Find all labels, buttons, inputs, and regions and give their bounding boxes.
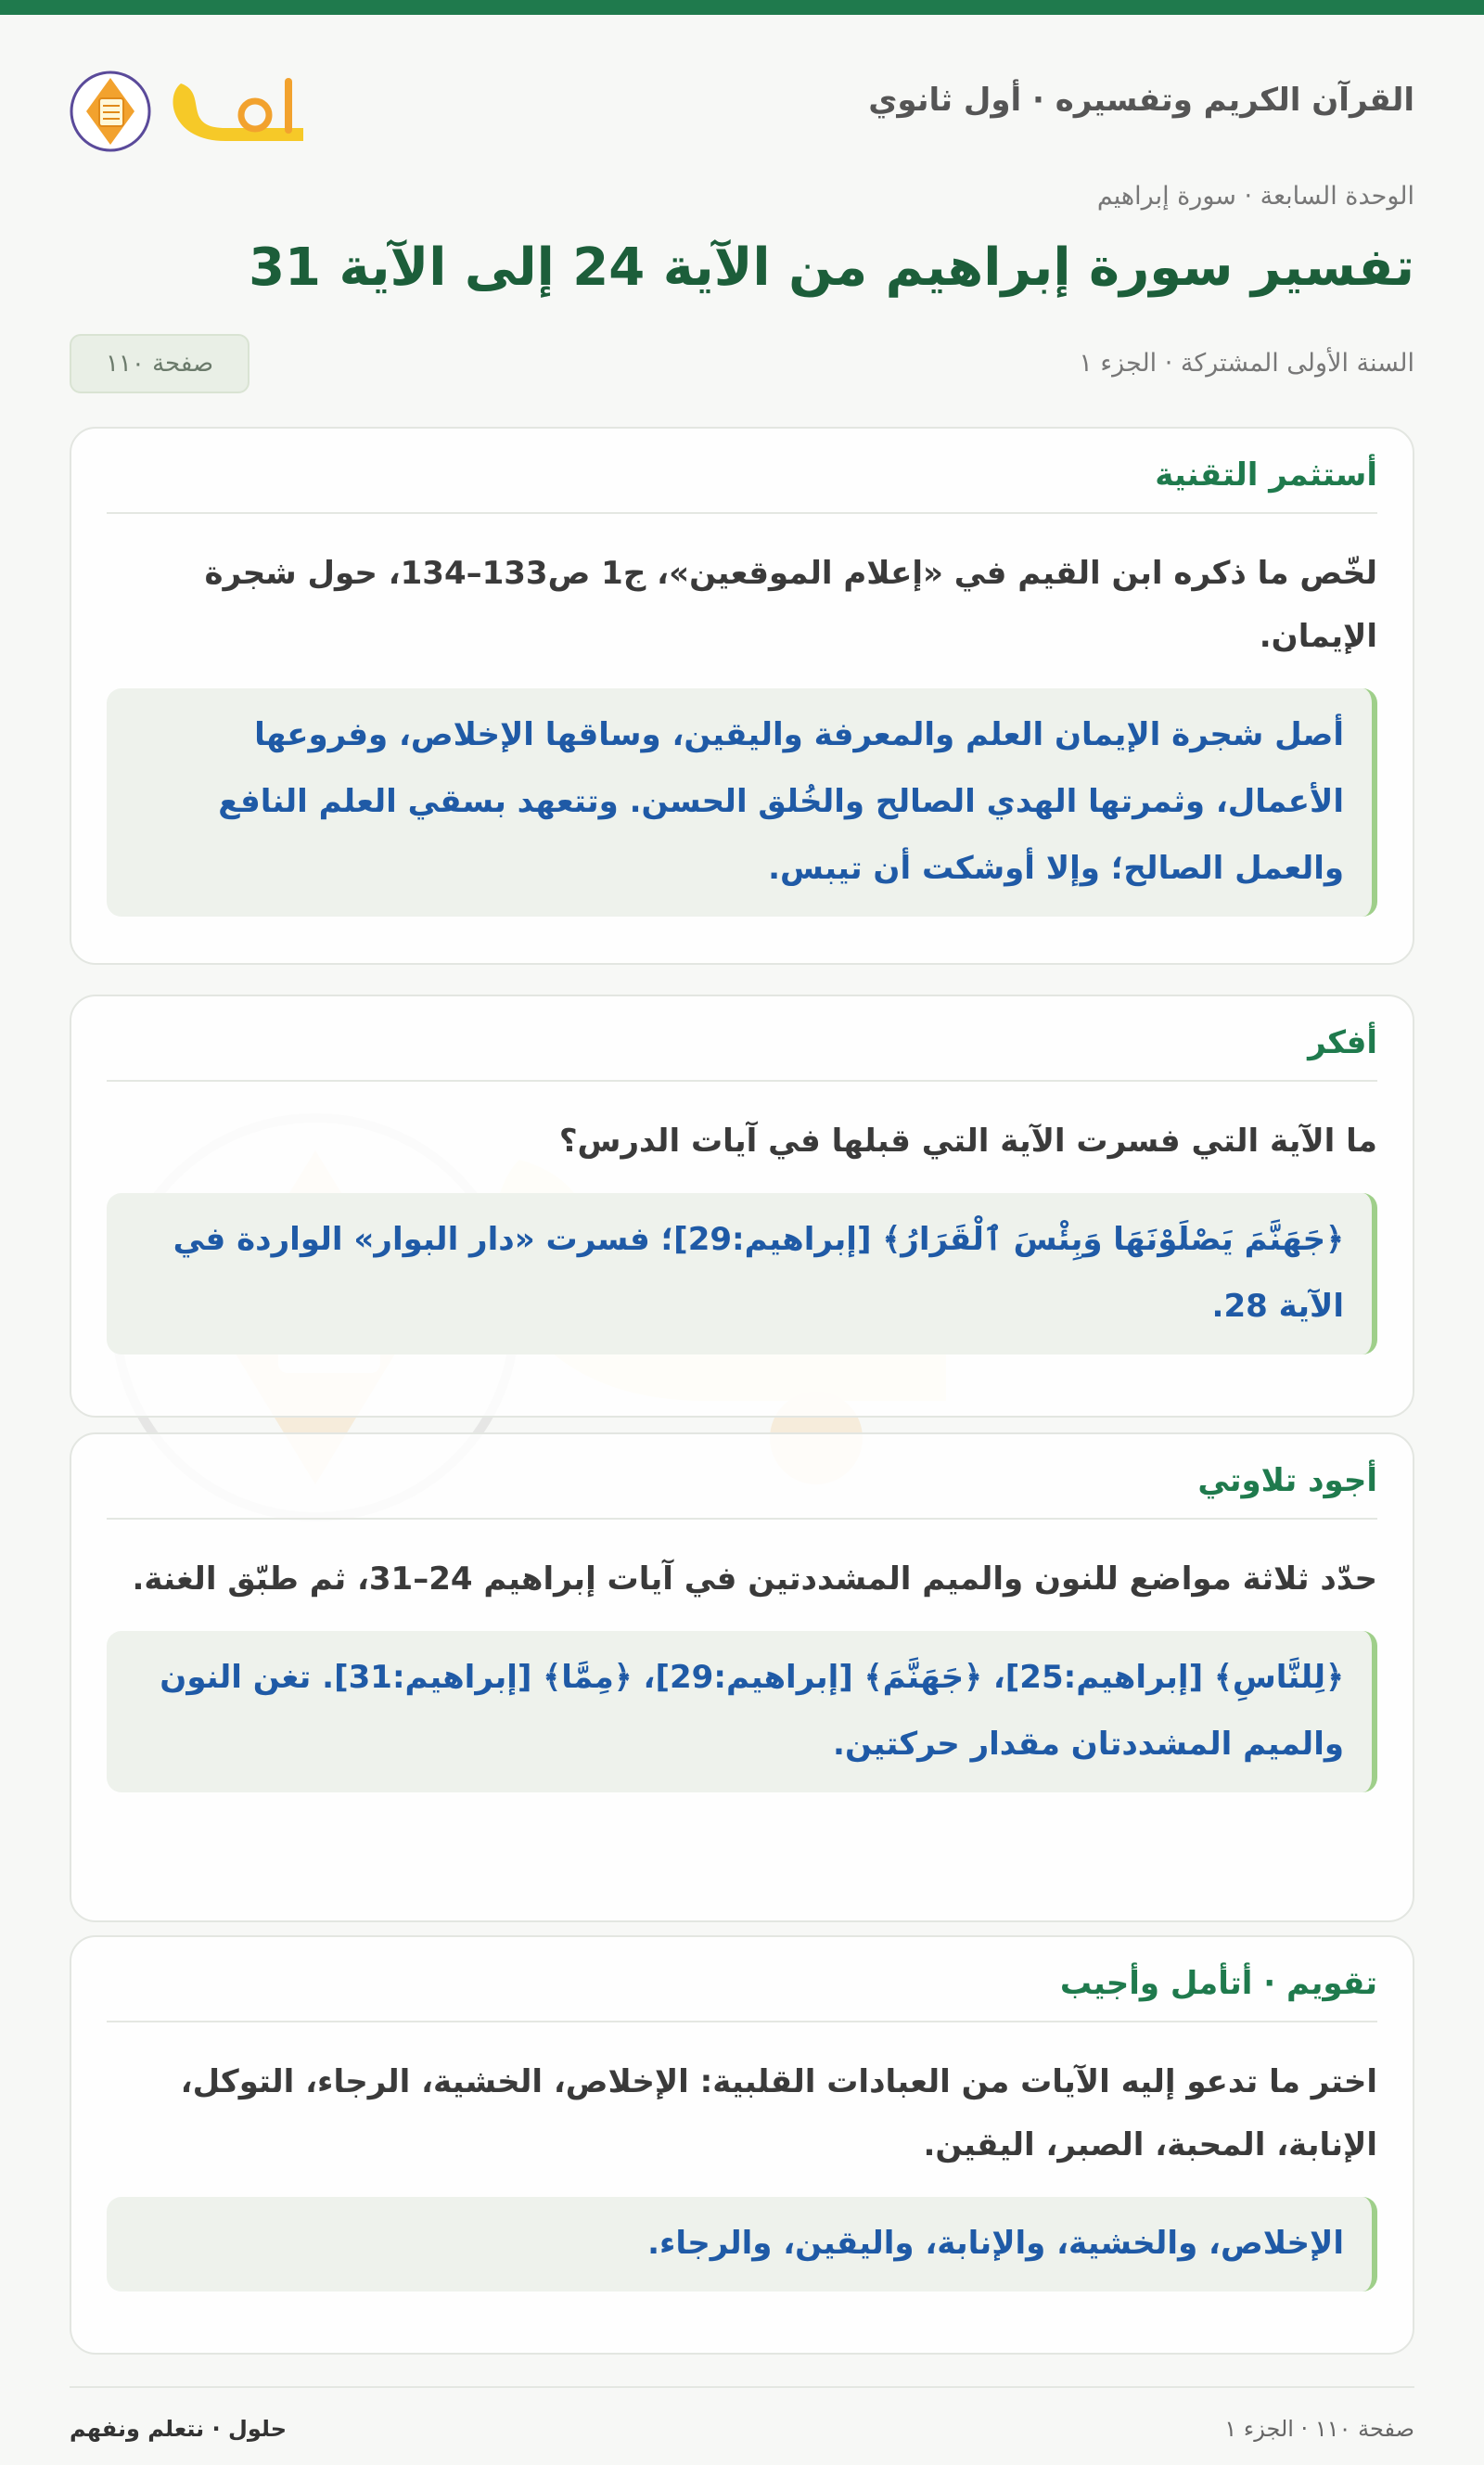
hulul-logo[interactable]	[70, 56, 320, 167]
card-title: أفكر	[107, 1024, 1377, 1082]
lesson-title: تفسير سورة إبراهيم من الآية 24 إلى الآية 31	[249, 238, 1414, 298]
header-title: القرآن الكريم وتفسيره · أول ثانوي	[868, 82, 1414, 119]
card-title: تقويم · أتأمل وأجيب	[107, 1965, 1377, 2022]
card-question: اختر ما تدعو إليه الآيات من العبادات القلبية: الإخلاص، الخشية، الرجاء، التوكل، الإنابة، المحبة، الصبر، اليقين.	[180, 2063, 1377, 2163]
card-question: لخّص ما ذكره ابن القيم في «إعلام الموقعين»، ج1 ص133–134، حول شجرة الإيمان.	[204, 555, 1377, 655]
card-title: أستثمر التقنية	[107, 456, 1377, 514]
card-answer: ﴿جَهَنَّمَ يَصْلَوْنَهَا وَبِئْسَ ٱلْقَرَارُ﴾ [إبراهيم:29]؛ فسرت «دار البوار» الواردة في الآية 28.	[107, 1193, 1377, 1354]
footer-page-info: صفحة ١١٠ · الجزء ١	[1224, 2416, 1414, 2442]
card-answer: الإخلاص، والخشية، والإنابة، واليقين، والرجاء.	[107, 2197, 1377, 2292]
card-answer: أصل شجرة الإيمان العلم والمعرفة واليقين، وساقها الإخلاص، وفروعها الأعمال، وثمرتها الهدي الصالح والخُلق الحسن. وتتعهد بسقي العلم النافع والعمل الصالح؛ وإلا أوشكت أن تيبس.	[107, 688, 1377, 917]
activity-card-recitation	[70, 1432, 1414, 1922]
card-answer: ﴿لِلنَّاسِ﴾ [إبراهيم:25]، ﴿جَهَنَّمَ﴾ [إبراهيم:29]، ﴿مِمَّا﴾ [إبراهيم:31]. تغن النون والميم المشددتان مقدار حركتين.	[107, 1631, 1377, 1792]
page-badge: صفحة ١١٠	[70, 334, 249, 393]
unit-label: الوحدة السابعة · سورة إبراهيم	[1096, 182, 1414, 211]
card-question: ما الآية التي فسرت الآية التي قبلها في آيات الدرس؟	[558, 1123, 1377, 1160]
activity-card-tech	[70, 427, 1414, 965]
page-footer	[70, 2386, 1414, 2451]
page	[70, 15, 1414, 2465]
activity-card-think	[70, 995, 1414, 1418]
footer-brand: حلول · نتعلم ونفهم	[70, 2416, 287, 2442]
activity-card-assessment	[70, 1935, 1414, 2355]
page-header	[70, 15, 1414, 182]
top-accent-bar	[0, 0, 1484, 15]
card-question: حدّد ثلاثة مواضع للنون والميم المشددتين في آيات إبراهيم 24–31، ثم طبّق الغنة.	[132, 1560, 1377, 1598]
card-title: أجود تلاوتي	[107, 1462, 1377, 1520]
lesson-meta: السنة الأولى المشتركة · الجزء ١	[1079, 349, 1414, 378]
